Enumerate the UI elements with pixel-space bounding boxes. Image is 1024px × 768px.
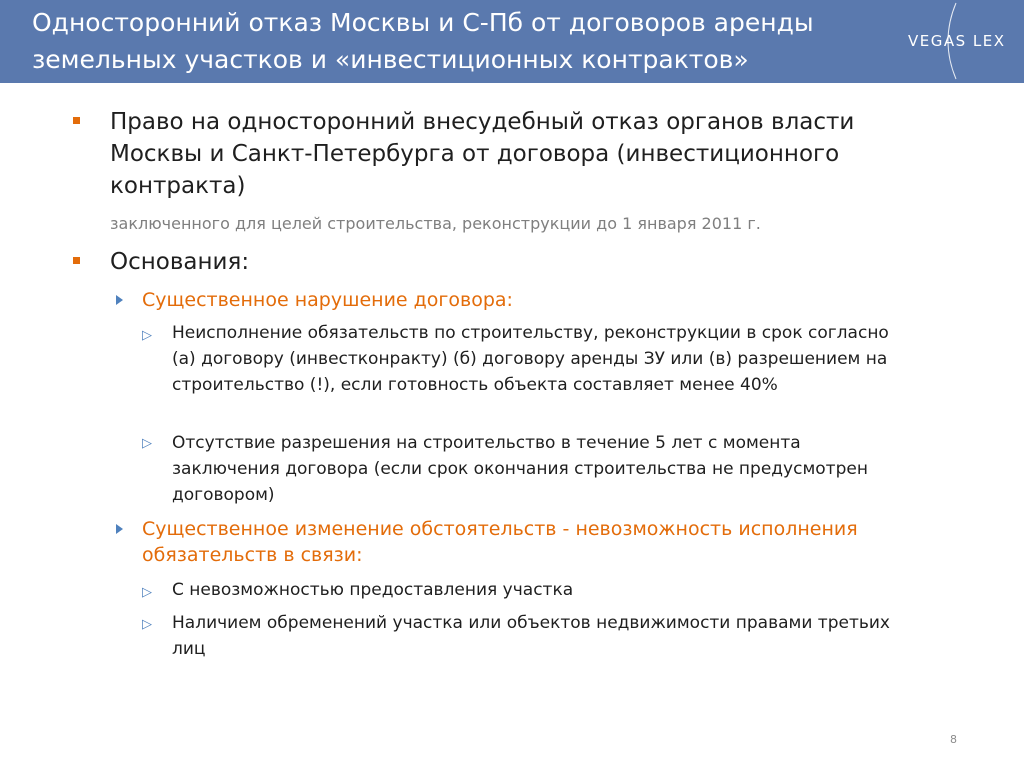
outline-triangle-bullet-icon: ▷: [142, 617, 152, 632]
point-no-plot: С невозможностью предоставления участка: [172, 580, 574, 600]
sub-bullet-change: Существенное изменение обстоятельств - невозможность исполнения обязательств в связи:: [142, 518, 858, 566]
slide-header: [0, 0, 1024, 83]
point-encumbrances: Наличием обременений участка или объектов недвижимости правами третьих лиц: [172, 613, 890, 659]
page-number: 8: [950, 733, 957, 746]
logo: [900, 0, 1024, 83]
outline-triangle-bullet-icon: ▷: [142, 436, 152, 451]
square-bullet-icon: [73, 257, 80, 264]
point-nonperformance: Неисполнение обязательств по строительству, реконструкции в срок согласно (а) договору (инвестконракту) (б) договору аренды ЗУ или (в) разрешением на строительство (!), если готовность объекта составляет менее 40%: [172, 323, 889, 395]
outline-triangle-bullet-icon: ▷: [142, 328, 152, 343]
outline-triangle-bullet-icon: ▷: [142, 585, 152, 600]
bullet-item-right: Право на односторонний внесудебный отказ органов власти Москвы и Санкт-Петербурга от договора (инвестиционного контракта): [110, 109, 855, 199]
bullet-note: заключенного для целей строительства, реконструкции до 1 января 2011 г.: [110, 214, 761, 233]
square-bullet-icon: [73, 117, 80, 124]
sub-bullet-breach: Существенное нарушение договора:: [142, 289, 513, 311]
logo-text: VEGAS LEX: [908, 32, 1006, 50]
slide-title: Односторонний отказ Москвы и С-Пб от договоров аренды земельных участков и «инвестиционных контрактов»: [32, 8, 814, 74]
triangle-bullet-icon: [116, 524, 123, 534]
bullet-item-grounds: Основания:: [110, 249, 250, 275]
triangle-bullet-icon: [116, 295, 123, 305]
point-no-permit: Отсутствие разрешения на строительство в течение 5 лет с момента заключения договора (если срок окончания строительства не предусмотрен договором): [172, 433, 868, 505]
